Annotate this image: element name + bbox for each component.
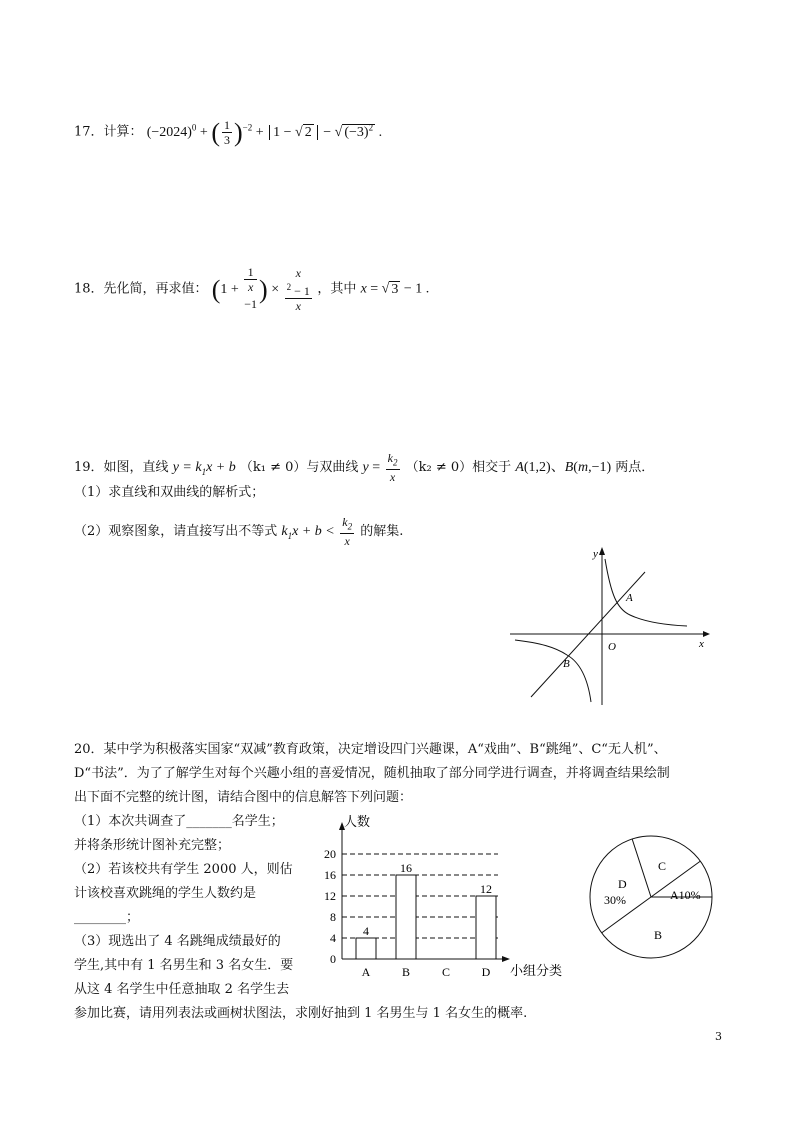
pie-slice-label: C (658, 859, 667, 873)
bar (356, 938, 376, 959)
pie-slice-label: B (654, 928, 663, 942)
q19-line-eq: $y = k_1x + b$ (172, 459, 236, 477)
y-tick-label: 20 (324, 847, 336, 861)
hyperbola-branch-1 (605, 559, 687, 626)
y-tick-label: 0 (330, 952, 336, 966)
pie-slice-label: 30% (604, 893, 626, 907)
y-tick-label: 12 (324, 889, 336, 903)
q18-where: ，其中 (317, 281, 357, 297)
pie-chart (586, 832, 716, 962)
q19-hyperbola-eq: y = $\frac{k_2}{x}$ (362, 451, 398, 485)
page-number: 3 (715, 1030, 722, 1043)
q19-part2 (74, 515, 403, 548)
y-axis-label: 人数 (344, 814, 371, 829)
category-label: C (441, 965, 451, 979)
q19-intro: 19．如图，直线 (74, 459, 169, 475)
q20-p3c: 从这 4 名学生中任意抽取 2 名学生去 (74, 982, 290, 997)
q19-points: A(1,2)、B(m,−1) (515, 459, 612, 475)
y-axis-arrow-icon (599, 547, 605, 555)
origin-label: O (608, 641, 616, 653)
bar (396, 875, 416, 959)
point-a-label: A (626, 592, 633, 604)
pie-slice-label: A10% (670, 888, 701, 902)
x-axis-label: x (699, 638, 704, 650)
question-18 (74, 265, 429, 314)
x-axis-arrow-icon (703, 631, 710, 637)
q18-expression: (1 + 1 x −1) × x $^2$ − 1 x (211, 265, 310, 313)
bar (476, 896, 496, 959)
x-axis-arrow-icon (502, 956, 510, 962)
pie-slice-label: D (618, 877, 627, 891)
category-label: A (361, 965, 371, 979)
q20-p3a: （3）现选出了 4 名跳绳成绩最好的 (74, 934, 281, 949)
q20-line3: 出下面不完整的统计图，请结合图中的信息解答下列问题： (74, 790, 413, 805)
y-axis-label: y (593, 548, 598, 560)
bar-chart (312, 812, 587, 982)
question-17 (74, 117, 382, 147)
q19-cond1: （k₁ ≠ 0）与双曲线 (239, 459, 359, 475)
bar-data-label: 4 (363, 924, 369, 938)
q19-tail: 两点． (615, 459, 655, 475)
q17-label: 17．计算： (74, 124, 143, 140)
q19-graph (505, 545, 715, 710)
q20-p2c: ________； (74, 910, 140, 925)
bar-data-label: 16 (400, 861, 412, 875)
y-tick-label: 4 (330, 931, 336, 945)
q19-part2-b: 的解集. (360, 523, 404, 539)
q19-inequality: $k_1x + b$ < $\frac{k_2}{x}$ (281, 515, 353, 549)
q20-line1: 20．某中学为积极落实国家“双减”教育政策，决定增设四门兴趣课，A“戏曲”、B“跳绳”、C“无人机”、 (74, 742, 667, 757)
q20-p2b: 计该校喜欢跳绳的学生人数约是 (74, 886, 257, 901)
question-19 (74, 451, 654, 484)
category-label: D (481, 965, 491, 979)
bar-data-label: 12 (480, 882, 492, 896)
q20-p1a: （1）本次共调查了_______名学生； (74, 814, 284, 829)
q19-cond2: （k₂ ≠ 0）相交于 (405, 459, 512, 475)
x-axis-label: 小组分类 (510, 963, 563, 978)
q18-value: x = √ 3 − 1 . (360, 281, 430, 297)
q20-line2: D“书法”．为了了解学生对每个兴趣小组的喜爱情况，随机抽取了部分同学进行调查，并将调查结果绘制 (74, 766, 670, 781)
q20-p3d: 参加比赛，请用列表法或画树状图法，求刚好抽到 1 名男生与 1 名女生的概率. (74, 1006, 528, 1021)
hyperbola-branch-2 (515, 640, 591, 702)
q20-p3b: 学生,其中有 1 名男生和 3 名女生．要 (74, 958, 294, 973)
q19-part2-a: （2）观察图象，请直接写出不等式 (74, 523, 278, 539)
y-tick-label: 8 (330, 910, 336, 924)
q20-p1b: 并将条形统计图补充完整； (74, 838, 231, 853)
q19-part1: （1）求直线和双曲线的解析式； (74, 485, 265, 500)
y-tick-label: 16 (324, 868, 336, 882)
q20-p2a: （2）若该校共有学生 2000 人，则估 (74, 862, 293, 877)
point-b-label: B (563, 658, 570, 670)
category-label: B (401, 965, 411, 979)
q17-expression: $(-2024)^0$ + ( $\frac{1}{3}$ )$^{-2}$ + 1 − √ 2 − √ $(-3)^2$ . (146, 117, 383, 147)
q18-label: 18．先化简，再求值： (74, 281, 208, 297)
